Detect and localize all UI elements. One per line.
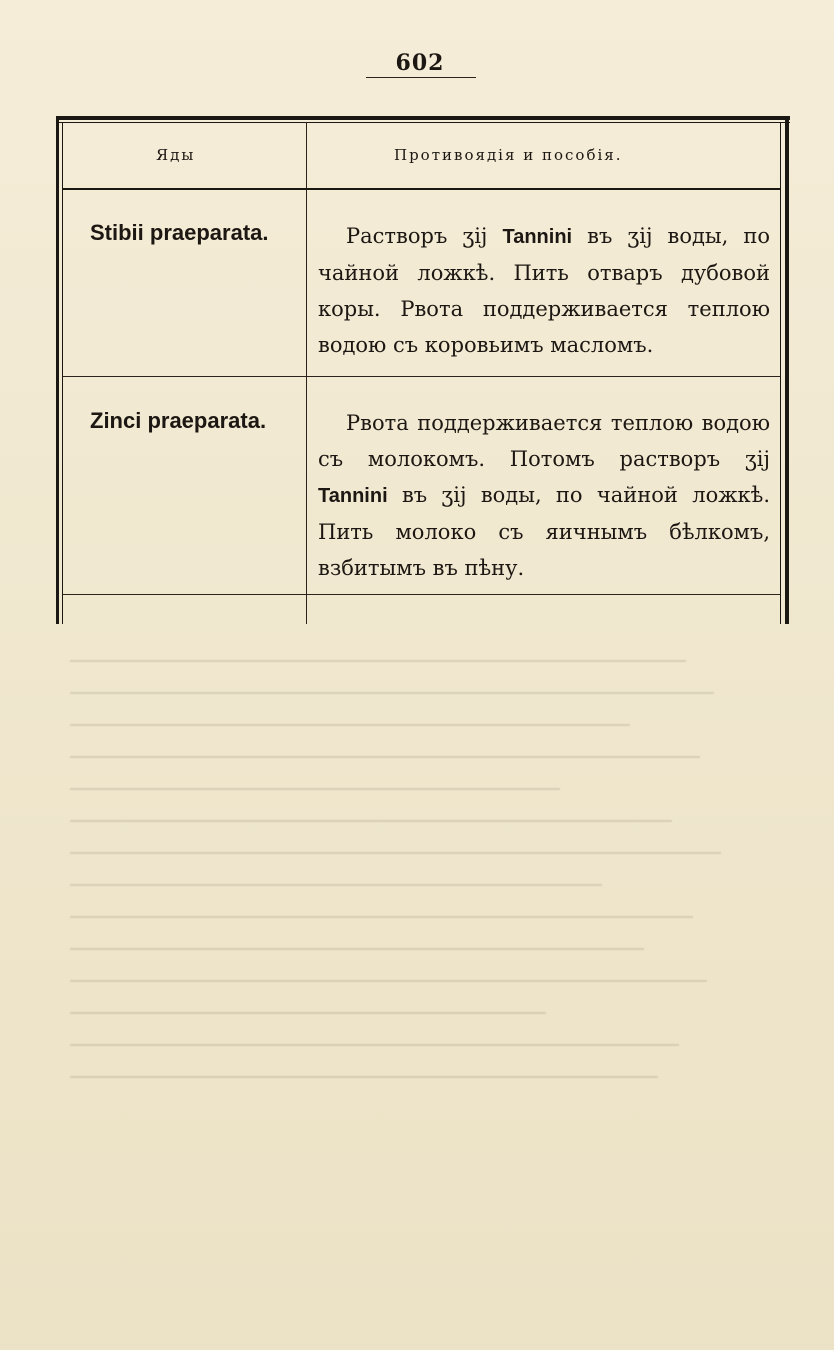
remedy-text (318, 405, 770, 586)
page-number-rule (366, 77, 476, 78)
row-divider (63, 594, 780, 595)
header-remedies: Противоядія и пособія. (394, 146, 623, 164)
remedy-text-part: въ ʒij воды, по чайной ложкѣ. Пить отваръ дубовой коры. Рвота поддерживается теплою водою съ коровьимъ масломъ. (318, 224, 770, 357)
table-frame-top-inner (56, 122, 790, 123)
poison-name: Zinci praeparata. (90, 408, 267, 433)
remedy-text-part: Рвота поддерживается теплою водою съ молокомъ. Потомъ растворъ ʒij (318, 411, 770, 471)
remedy-drug-name: Tannini (318, 485, 388, 507)
remedy-drug-name: Tannini (502, 226, 573, 248)
remedy-text (318, 218, 770, 363)
table-frame-top (56, 116, 790, 120)
antidote-table (56, 116, 790, 624)
header-poisons: Яды (156, 146, 196, 164)
remedy-text-part: въ ʒij воды, по чайной ложкѣ. Пить молоко съ яичнымъ бѣлкомъ, взбитымъ въ пѣну. (318, 483, 770, 580)
row-divider (63, 376, 780, 377)
poison-name: Stibii praeparata. (90, 220, 269, 245)
table-frame-left-inner (62, 122, 63, 624)
table-frame-left (56, 116, 59, 624)
remedy-text-part: Растворъ ʒij (346, 224, 503, 248)
header-divider (63, 188, 780, 190)
table-frame-right-inner (780, 122, 781, 624)
column-divider (306, 122, 307, 624)
page-number: 602 (395, 50, 445, 76)
bleed-through-texture (70, 660, 770, 1280)
table-frame-right (785, 116, 789, 624)
